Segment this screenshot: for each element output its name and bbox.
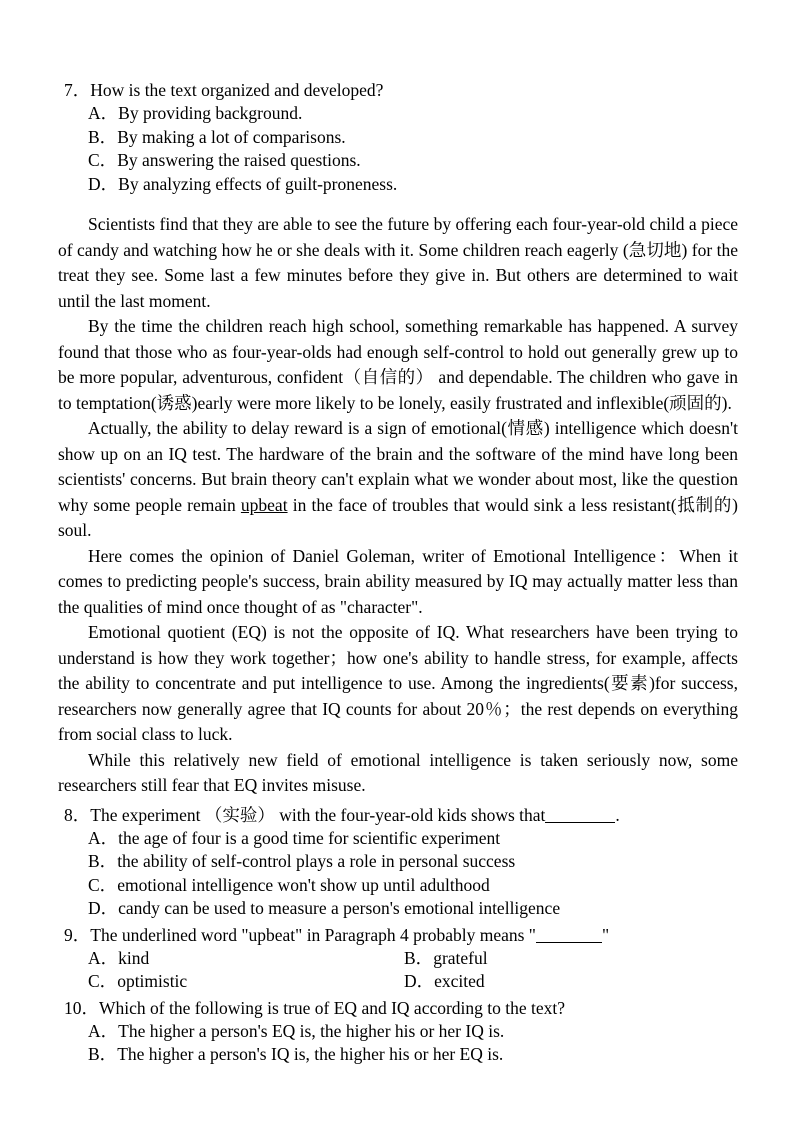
question-10-number: 10． [64, 997, 99, 1018]
question-10-options [58, 1020, 738, 1067]
passage-paragraph-2: By the time the children reach high school, something remarkable has happened. A survey found that those who as four-year-olds had enough self-control to hold out generally grew up to be more popular, adventurous, confident（自信的） and dependable. The children who gave in to temptation(诱惑)early were more likely to be lonely, easily frustrated and inflexible(顽固的). [58, 316, 738, 413]
question-9-text: The underlined word "upbeat" in Paragraph 4 probably means " [90, 924, 536, 945]
question-9 [58, 923, 738, 994]
passage-paragraph-6: While this relatively new field of emotional intelligence is taken seriously now, some researchers still fear that EQ invites misuse. [58, 749, 738, 795]
option-c-label: C． [88, 971, 118, 991]
option-d-label: D． [88, 173, 119, 194]
passage-paragraph-1: Scientists find that they are able to see the future by offering each four-year-old child a piece of candy and watching how he or she deals with it. Some children reach eagerly (急切地) for the treat they see. Some last a few minutes before they give in. But others are determined to wait until the last moment. [58, 214, 738, 311]
option-c-label: C． [88, 874, 118, 895]
option-a[interactable] [88, 102, 738, 126]
option-d-text: By analyzing effects of guilt-proneness. [118, 173, 398, 194]
option-a-text: kind [118, 947, 150, 968]
option-a-text: The higher a person's EQ is, the higher his or her IQ is. [118, 1020, 505, 1041]
question-10-stem [58, 996, 738, 1020]
question-7-number: 7． [64, 80, 91, 100]
option-a-label: A． [88, 827, 119, 848]
answer-blank [545, 808, 615, 823]
option-d-label: D． [88, 898, 119, 918]
option-b-text: By making a lot of comparisons. [117, 126, 346, 147]
question-7 [58, 78, 738, 196]
question-7-text: How is the text organized and developed? [90, 80, 384, 100]
underlined-word-upbeat: upbeat [240, 494, 288, 515]
question-10-text: Which of the following is true of EQ and IQ according to the text? [99, 997, 566, 1018]
reading-passage [58, 212, 738, 799]
option-b[interactable] [88, 126, 738, 150]
option-d[interactable] [404, 970, 716, 994]
option-a-text: By providing background. [118, 103, 303, 123]
option-b-text: the ability of self-control plays a role in personal success [117, 851, 516, 871]
option-b-text: grateful [433, 947, 488, 968]
option-d-text: candy can be used to measure a person's emotional intelligence [118, 898, 561, 918]
option-a-label: A． [88, 1020, 119, 1041]
option-c[interactable] [88, 149, 738, 173]
option-b[interactable] [88, 850, 738, 874]
passage-paragraph-4: Here comes the opinion of Daniel Goleman, writer of Emotional Intelligence：When it comes to predicting people's success, brain ability measured by IQ may actually matter less than the qualities of mind once thought of as "character". [58, 545, 738, 617]
answer-blank [536, 928, 602, 943]
option-c-label: C． [88, 150, 118, 170]
option-d[interactable] [88, 897, 738, 921]
question-9-stem [58, 923, 738, 947]
question-9-options [58, 947, 738, 994]
option-b-text: The higher a person's IQ is, the higher his or her EQ is. [117, 1044, 504, 1064]
option-c[interactable] [88, 970, 400, 994]
option-c-text: optimistic [117, 971, 188, 991]
question-8-number: 8． [64, 804, 91, 825]
question-7-stem [58, 78, 738, 102]
option-c-text: emotional intelligence won't show up until adulthood [117, 874, 490, 895]
option-a[interactable] [88, 947, 400, 971]
question-8-stem [58, 803, 738, 827]
passage-paragraph-3 [58, 416, 738, 544]
option-d-text: excited [434, 971, 485, 991]
option-b-label: B． [404, 947, 434, 968]
option-d[interactable] [88, 173, 738, 197]
question-9-number: 9． [64, 924, 91, 945]
option-b[interactable] [88, 1043, 738, 1067]
question-7-options [58, 102, 738, 196]
passage-paragraph-3-part1: Actually, the ability to delay reward is a sign of emotional(情感) intelligence which doesn't show up on an IQ test. The hardware of the brain and the software of the mind have long been scientists' concerns. But brain theory can't explain what we wonder about most, like the question why some people remain [58, 418, 738, 515]
option-a[interactable] [88, 1020, 738, 1044]
option-a-label: A． [88, 103, 119, 123]
option-b-label: B． [88, 1044, 118, 1064]
option-d-label: D． [404, 971, 435, 991]
spacer [58, 198, 738, 212]
question-8-text-after: . [615, 804, 620, 825]
option-a-text: the age of four is a good time for scientific experiment [118, 827, 501, 848]
question-8 [58, 803, 738, 921]
option-a-label: A． [88, 947, 119, 968]
option-b[interactable] [404, 947, 716, 971]
option-c-text: By answering the raised questions. [117, 150, 361, 170]
option-b-label: B． [88, 126, 118, 147]
question-8-options [58, 827, 738, 921]
option-b-label: B． [88, 851, 118, 871]
question-10 [58, 996, 738, 1067]
question-8-text: The experiment （实验） with the four-year-old kids shows that [90, 804, 546, 825]
option-a[interactable] [88, 827, 738, 851]
option-c[interactable] [88, 874, 738, 898]
passage-paragraph-3-part2: in the face of troubles that would sink a less resistant(抵制的) soul. [58, 494, 739, 540]
passage-paragraph-5: Emotional quotient (EQ) is not the opposite of IQ. What researchers have been trying to understand is how they work together；how one's ability to handle stress, for example, affects the ability to concentrate and put intelligence to use. Among the ingredients(要素)for success, researchers now generally agree that IQ counts for about 20％；the rest depends on everything from social class to luck. [58, 622, 738, 744]
question-9-text-after: " [601, 924, 610, 945]
